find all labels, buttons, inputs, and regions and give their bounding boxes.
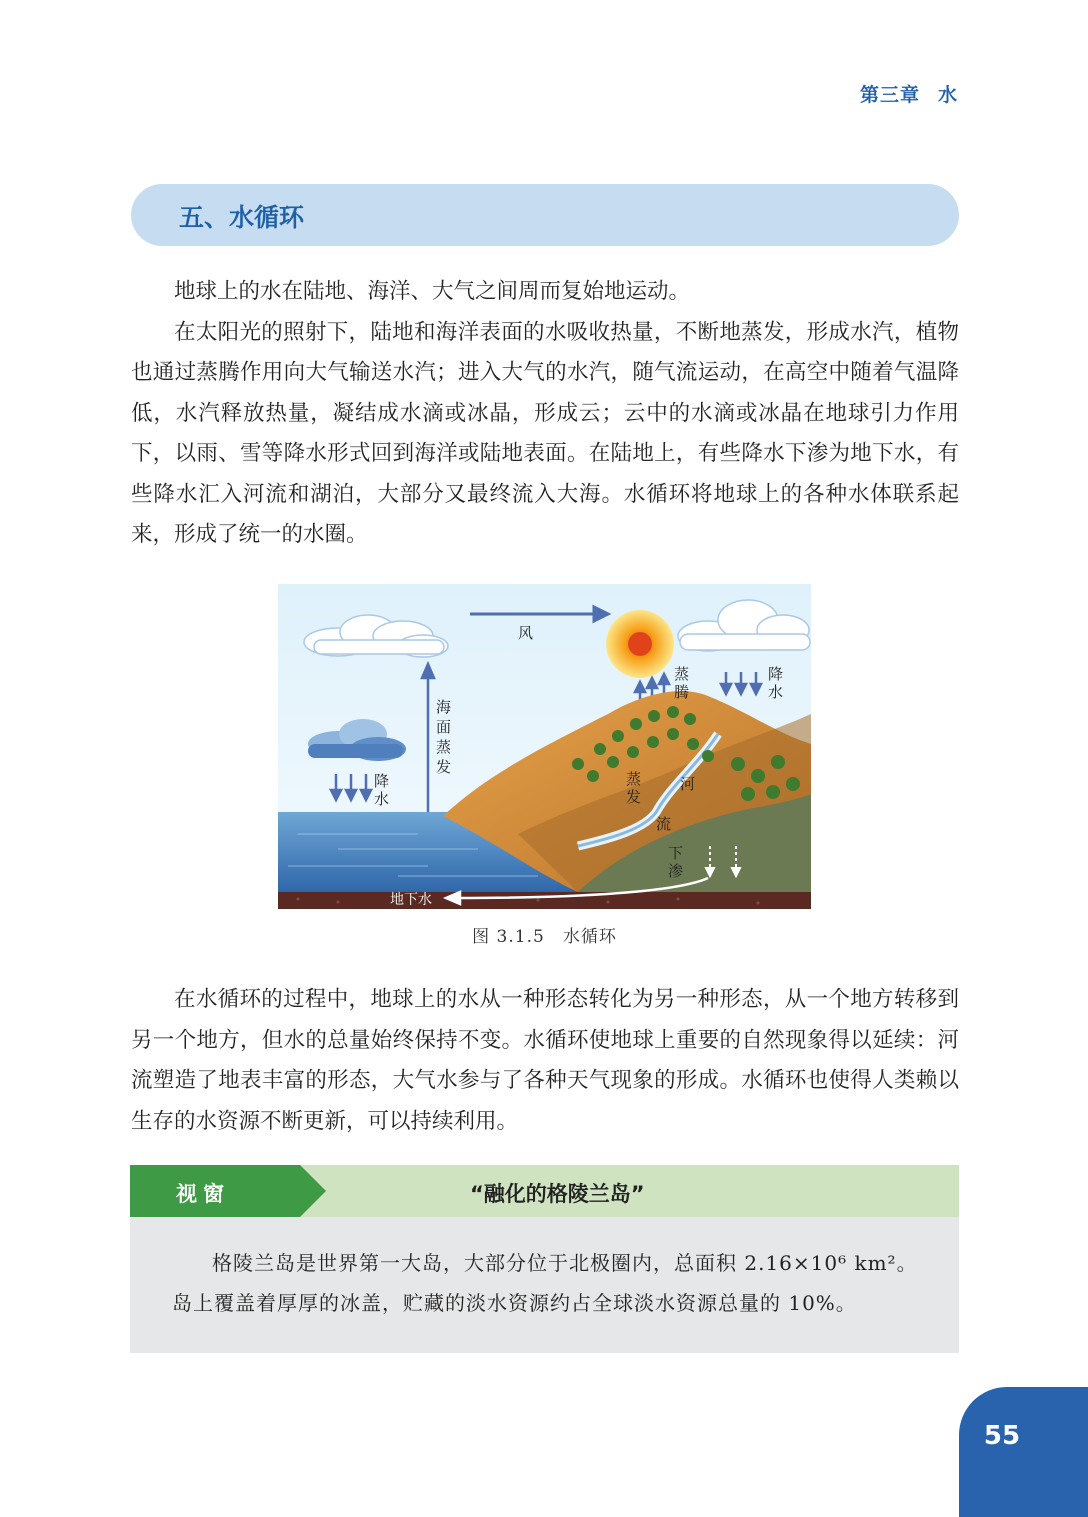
- window-sidebar-box: [130, 1165, 959, 1353]
- paragraph: 在水循环的过程中，地球上的水从一种形态转化为另一种形态，从一个地方转移到另一个地方，但水的总量始终保持不变。水循环使地球上重要的自然现象得以延续：河流塑造了地表丰富的形态，大气水参与了各种天气现象的形成。水循环也使得人类赖以生存的水资源不断更新，可以持续利用。: [131, 987, 959, 1134]
- label-wind: 风: [518, 624, 534, 642]
- figure-caption: 图 3.1.5 水循环: [472, 927, 617, 947]
- page-number-tab: [959, 1387, 1088, 1517]
- chapter-header: [860, 80, 958, 107]
- label-sea-evaporation-1: 海: [436, 698, 452, 716]
- paragraph: 地球上的水在陆地、海洋、大气之间周而复始地运动。: [174, 279, 691, 304]
- label-precip-right: 降 水: [768, 665, 784, 701]
- window-line: 岛上覆盖着厚厚的冰盖，贮藏的淡水资源约占全球淡水资源总量的 10%。: [172, 1291, 857, 1315]
- label-infiltration: 下 渗: [668, 844, 684, 880]
- section-title: 五、水循环: [179, 203, 305, 232]
- chapter-subject: 水: [937, 84, 958, 106]
- paragraph: 在太阳光的照射下，陆地和海洋表面的水吸收热量，不断地蒸发，形成水汽，植物也通过蒸腾作用向大气输送水汽；进入大气的水汽，随气流运动，在高空中随着气温降低，水汽释放热量，凝结成水滴或冰晶，形成云；云中的水滴或冰晶在地球引力作用下，以雨、雪等降水形式回到海洋或陆地表面。在陆地上，有些降水下渗为地下水，有些降水汇入河流和湖泊，大部分又最终流入大海。水循环将地球上的各种水体联系起来，形成了统一的水圈。: [131, 319, 959, 547]
- label-transpiration: 蒸 腾: [674, 665, 690, 701]
- water-cycle-illustration: [278, 584, 811, 909]
- window-header: [130, 1165, 959, 1217]
- label-evaporation: 蒸 发: [626, 770, 642, 806]
- label-sea-evaporation-2: 面: [436, 718, 452, 736]
- label-sea-evaporation-4: 发: [436, 758, 452, 776]
- window-tab-label: 视窗: [176, 1182, 230, 1206]
- water-cycle-figure: [278, 584, 811, 909]
- window-title: “融化的格陵兰岛”: [470, 1182, 645, 1206]
- section-banner: [131, 184, 959, 246]
- window-tab-arrow: [300, 1165, 326, 1217]
- body-text-intro: [131, 272, 959, 556]
- page-number: 55: [983, 1421, 1021, 1451]
- rain-arrows-left-icon: [331, 774, 371, 800]
- label-groundwater: 地下水: [390, 892, 432, 908]
- label-precip-left: 降 水: [374, 772, 390, 808]
- chapter-number: 第三章: [859, 84, 920, 106]
- rain-arrows-right-icon: [721, 672, 761, 694]
- label-sea-evaporation-3: 蒸: [436, 738, 452, 756]
- body-text-summary: [131, 980, 959, 1142]
- window-line: 格陵兰岛是世界第一大岛，大部分位于北极圈内，总面积 2.16×10⁶ km²。: [212, 1251, 918, 1275]
- window-body: [172, 1243, 932, 1323]
- window-tab: [130, 1165, 300, 1217]
- ground-layer: [278, 892, 811, 909]
- label-river: 河 流: [656, 775, 696, 833]
